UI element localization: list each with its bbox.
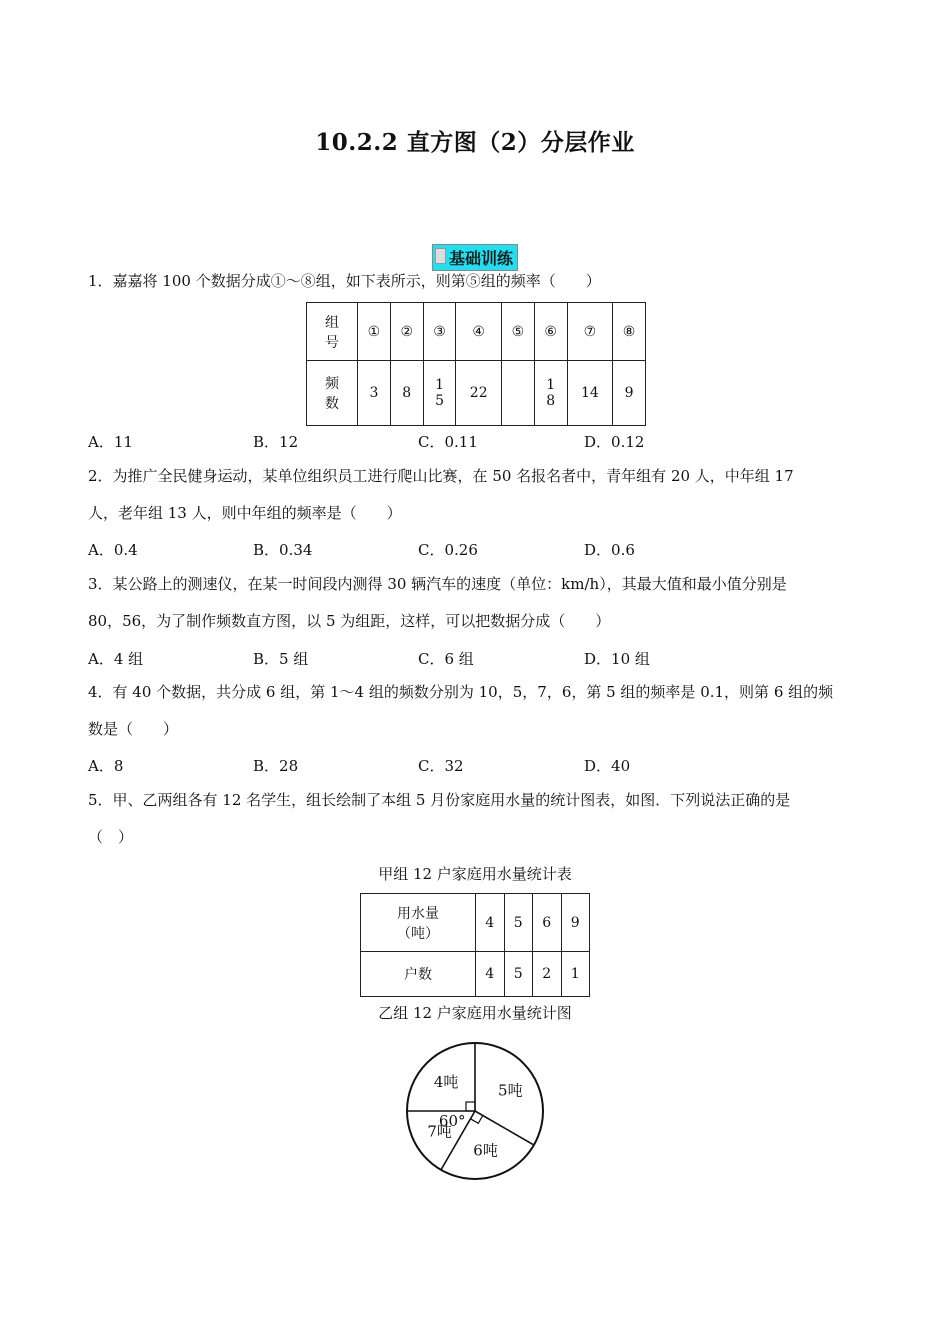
q1-group-cell: ⑥ bbox=[534, 303, 567, 361]
section-box-icon bbox=[435, 248, 446, 264]
question-5-line1: 5．甲、乙两组各有 12 名学生，组长绘制了本组 5 月份家庭用水量的统计图表，如图．下列说法正确的是 bbox=[88, 791, 791, 809]
section-header bbox=[0, 244, 950, 271]
q5-table-caption: 甲组 12 户家庭用水量统计表 bbox=[378, 865, 572, 883]
q5-pie-caption: 乙组 12 户家庭用水量统计图 bbox=[378, 1004, 572, 1022]
q1-group-cell: ⑤ bbox=[501, 303, 534, 361]
q1-freq-cell: 1 5 bbox=[423, 361, 456, 426]
q5-value-cell: 6 bbox=[533, 894, 562, 952]
q4-option-a[interactable]: A．8 bbox=[88, 757, 124, 775]
q5-count-cell: 1 bbox=[561, 952, 590, 997]
q1-row-label-cell: 频 数 bbox=[307, 361, 358, 426]
q2-option-a[interactable]: A．0.4 bbox=[88, 541, 138, 559]
section-label: 基础训练 bbox=[448, 249, 513, 268]
question-2-line2: 人，老年组 13 人，则中年组的频率是（ ） bbox=[88, 504, 402, 522]
question-3-line2: 80，56，为了制作频数直方图，以 5 为组距，这样，可以把数据分成（ ） bbox=[88, 612, 611, 630]
q5-row1-label: 用水量 （吨） bbox=[361, 894, 476, 952]
q1-freq-cell: 14 bbox=[567, 361, 613, 426]
q1-group-cell: ⑧ bbox=[613, 303, 646, 361]
q5-count-cell: 2 bbox=[533, 952, 562, 997]
q4-option-c[interactable]: C．32 bbox=[418, 757, 464, 775]
q5-value-cell: 9 bbox=[561, 894, 590, 952]
q1-freq-cell: 9 bbox=[613, 361, 646, 426]
pie-slice-label: 6吨 bbox=[473, 1141, 498, 1160]
q5-count-cell: 5 bbox=[504, 952, 533, 997]
pie-slice-label: 7吨 bbox=[427, 1122, 452, 1141]
question-1-text: 1．嘉嘉将 100 个数据分成①～⑧组，如下表所示，则第⑤组的频率（ ） bbox=[88, 272, 601, 290]
q5-value-cell: 5 bbox=[504, 894, 533, 952]
q2-option-d[interactable]: D．0.6 bbox=[584, 541, 635, 559]
q1-frequency-table bbox=[306, 302, 646, 426]
q1-freq-cell: 1 8 bbox=[534, 361, 567, 426]
q1-option-a[interactable]: A．11 bbox=[88, 433, 133, 451]
q1-header-cell: 组 号 bbox=[307, 303, 358, 361]
page-title: 10.2.2 直方图（2）分层作业 bbox=[315, 129, 635, 156]
pie-slice-label: 4吨 bbox=[433, 1073, 459, 1092]
question-5-line2: （ ） bbox=[88, 828, 134, 846]
q4-option-b[interactable]: B．28 bbox=[253, 757, 299, 775]
q1-freq-cell: 22 bbox=[456, 361, 502, 426]
q3-option-a[interactable]: A．4 组 bbox=[88, 650, 144, 668]
question-3-line1: 3．某公路上的测速仪，在某一时间段内测得 30 辆汽车的速度（单位：km/h），其最大值和最小值分别是 bbox=[88, 575, 787, 593]
q1-option-b[interactable]: B．12 bbox=[253, 433, 299, 451]
q1-option-c[interactable]: C．0.11 bbox=[418, 433, 478, 451]
angle-annotation: 60° bbox=[438, 1112, 466, 1130]
q1-group-cell: ② bbox=[390, 303, 423, 361]
q4-option-d[interactable]: D．40 bbox=[584, 757, 631, 775]
question-4-line1: 4．有 40 个数据，共分成 6 组，第 1～4 组的频数分别为 10，5，7，6，第 5 组的频率是 0.1，则第 6 组的频 bbox=[88, 683, 834, 701]
q3-option-c[interactable]: C．6 组 bbox=[418, 650, 474, 668]
q3-option-b[interactable]: B．5 组 bbox=[253, 650, 309, 668]
q5-row2-label: 户数 bbox=[361, 952, 476, 997]
water-pie-chart bbox=[400, 1036, 550, 1186]
q3-option-d[interactable]: D．10 组 bbox=[584, 650, 650, 668]
q5-water-table bbox=[360, 893, 590, 997]
question-2-line1: 2．为推广全民健身运动，某单位组织员工进行爬山比赛，在 50 名报名者中，青年组有 20 人，中年组 17 bbox=[88, 467, 794, 485]
pie-slice-label: 5吨 bbox=[498, 1081, 523, 1100]
q1-group-cell: ① bbox=[358, 303, 391, 361]
q2-option-b[interactable]: B．0.34 bbox=[253, 541, 313, 559]
q1-freq-cell: 8 bbox=[390, 361, 423, 426]
q5-value-cell: 4 bbox=[476, 894, 505, 952]
section-badge bbox=[432, 244, 518, 271]
q1-freq-cell bbox=[501, 361, 534, 426]
question-4-line2: 数是（ ） bbox=[88, 720, 179, 738]
q1-group-cell: ③ bbox=[423, 303, 456, 361]
right-angle-marker bbox=[466, 1102, 475, 1111]
pie-slice-boundary bbox=[475, 1111, 534, 1145]
q1-option-d[interactable]: D．0.12 bbox=[584, 433, 645, 451]
q1-group-cell: ⑦ bbox=[567, 303, 613, 361]
q2-option-c[interactable]: C．0.26 bbox=[418, 541, 478, 559]
q1-freq-cell: 3 bbox=[358, 361, 391, 426]
q1-group-cell: ④ bbox=[456, 303, 502, 361]
q5-count-cell: 4 bbox=[476, 952, 505, 997]
